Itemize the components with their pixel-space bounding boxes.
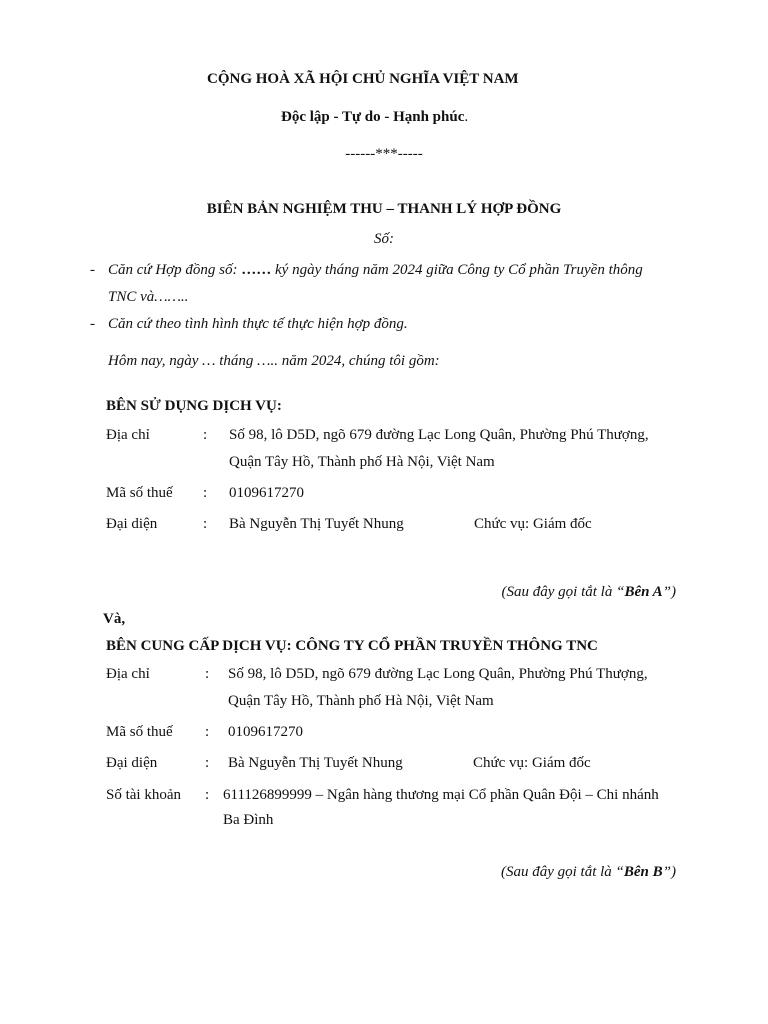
motto-dot: . [464, 109, 469, 125]
party-b-account-line-1: 611126899999 – Ngân hàng thương mại Cổ phần Quân Đội – Chi nhánh [223, 787, 659, 803]
header-separator: ------***----- [345, 146, 423, 162]
and-label: Và, [103, 611, 126, 627]
basis-2-dash: - [90, 316, 95, 332]
party-a-rep-label: Đại diện [106, 516, 158, 532]
party-a-position: Chức vụ: Giám đốc [474, 516, 592, 532]
party-b-tax-colon: : [205, 724, 210, 740]
basis-1-dash: - [90, 262, 95, 278]
basis-1-dots: …… [241, 262, 272, 278]
party-b-tax-value: 0109617270 [228, 724, 303, 740]
party-a-alias-name: Bên A [624, 584, 663, 600]
party-b-rep-label: Đại diện [106, 755, 158, 771]
motto [281, 107, 468, 127]
basis-1-text-a: Căn cứ Hợp đồng số: [108, 262, 242, 278]
party-b-address-label: Địa chỉ [106, 666, 150, 682]
party-b-account-label: Số tài khoản [106, 787, 181, 803]
basis-1-line-2: TNC và…….. [108, 289, 189, 305]
today-statement: Hôm nay, ngày … tháng ….. năm 2024, chúng tôi gồm: [108, 353, 440, 369]
party-b-alias-pre: (Sau đây gọi tắt là “ [500, 864, 624, 880]
party-b-alias [501, 862, 676, 882]
party-a-address-colon: : [203, 427, 208, 443]
party-b-address-line-1: Số 98, lô D5D, ngõ 679 đường Lạc Long Quân, Phường Phú Thượng, [228, 666, 648, 682]
party-a-tax-label: Mã số thuế [106, 485, 173, 501]
party-a-address-line-1: Số 98, lô D5D, ngõ 679 đường Lạc Long Quân, Phường Phú Thượng, [229, 427, 649, 443]
party-a-alias [502, 582, 676, 602]
basis-2-line-1: Căn cứ theo tình hình thực tế thực hiện hợp đồng. [108, 316, 408, 332]
party-a-alias-pre: (Sau đây gọi tắt là “ [501, 584, 625, 600]
nation-heading: CỘNG HOÀ XÃ HỘI CHỦ NGHĨA VIỆT NAM [207, 71, 519, 87]
party-a-alias-post: ”) [662, 584, 676, 600]
document-title: BIÊN BẢN NGHIỆM THU – THANH LÝ HỢP ĐỒNG [206, 201, 562, 217]
motto-text: Độc lập - Tự do - Hạnh phúc [281, 109, 465, 125]
basis-1-text-b: ký ngày tháng năm 2024 giữa Công ty Cổ phần Truyền thông [271, 262, 643, 278]
party-a-address-label: Địa chỉ [106, 427, 150, 443]
party-a-address-line-2: Quận Tây Hồ, Thành phố Hà Nội, Việt Nam [229, 454, 495, 470]
basis-1-line-1 [108, 260, 643, 280]
party-b-alias-name: Bên B [623, 864, 663, 880]
party-b-address-line-2: Quận Tây Hồ, Thành phố Hà Nội, Việt Nam [228, 693, 494, 709]
party-a-tax-colon: : [203, 485, 208, 501]
party-b-account-line-2: Ba Đình [223, 812, 274, 828]
party-a-rep-colon: : [203, 516, 208, 532]
party-b-rep-colon: : [205, 755, 210, 771]
party-b-alias-post: ”) [662, 864, 676, 880]
party-b-position: Chức vụ: Giám đốc [473, 755, 591, 771]
party-a-heading: BÊN SỬ DỤNG DỊCH VỤ: [106, 398, 282, 414]
party-a-tax-value: 0109617270 [229, 485, 304, 501]
party-b-heading: BÊN CUNG CẤP DỊCH VỤ: CÔNG TY CỔ PHẦN TRUYỀN THÔNG TNC [106, 638, 598, 654]
party-b-rep-value: Bà Nguyễn Thị Tuyết Nhung [228, 755, 403, 771]
party-b-tax-label: Mã số thuế [106, 724, 173, 740]
party-b-address-colon: : [205, 666, 210, 682]
document-number: Số: [374, 231, 394, 247]
party-b-account-colon: : [205, 787, 210, 803]
party-a-rep-value: Bà Nguyễn Thị Tuyết Nhung [229, 516, 404, 532]
